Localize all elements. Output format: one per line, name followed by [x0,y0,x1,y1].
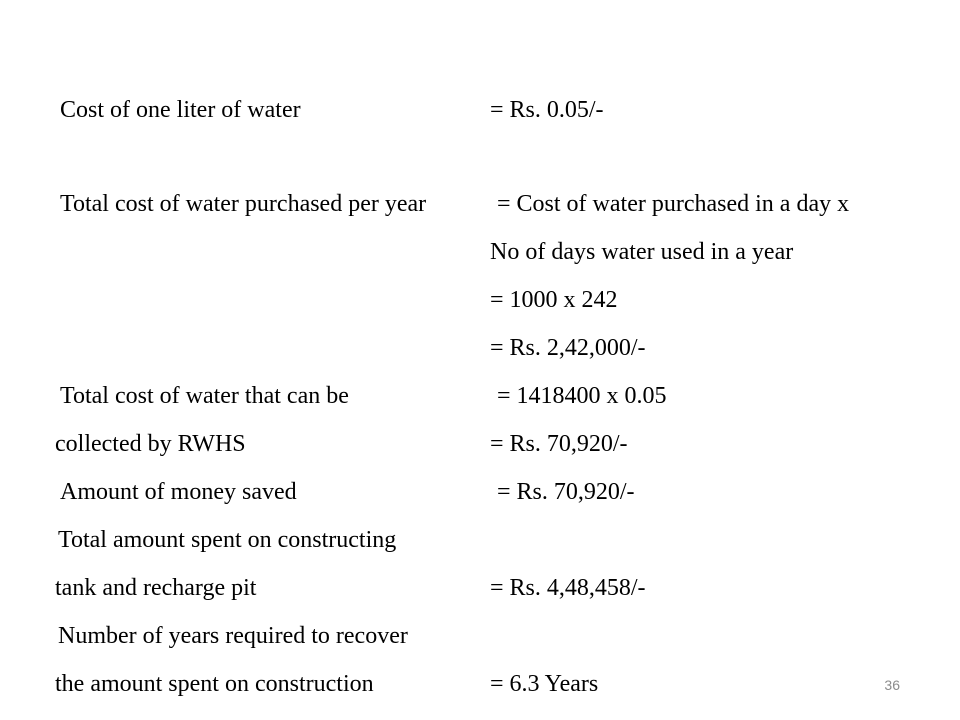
cost-per-liter-value: = Rs. 0.05/- [490,97,604,123]
construction-spent-value: = Rs. 4,48,458/- [490,575,646,601]
money-saved-label: Amount of money saved [60,479,297,505]
construction-spent-label-line-1: Total amount spent on constructing [58,527,397,553]
payback-years-label-line-2: the amount spent on construction [55,671,374,697]
page-number: 36 [884,677,900,693]
total-purchased-calculation: = 1000 x 242 [490,287,618,313]
total-purchased-formula-line-1: = Cost of water purchased in a day x [497,191,850,217]
total-purchased-formula-line-2: No of days water used in a year [490,239,794,265]
total-purchased-label: Total cost of water purchased per year [60,191,427,217]
collectable-cost-label-line-1: Total cost of water that can be [60,383,349,409]
payback-years-label-line-1: Number of years required to recover [58,623,408,649]
collectable-cost-result: = Rs. 70,920/- [490,431,628,457]
payback-years-value: = 6.3 Years [490,671,599,697]
collectable-cost-label-line-2: collected by RWHS [55,431,246,457]
collectable-cost-calculation: = 1418400 x 0.05 [497,383,667,409]
money-saved-value: = Rs. 70,920/- [497,479,635,505]
construction-spent-label-line-2: tank and recharge pit [55,575,257,601]
cost-per-liter-label: Cost of one liter of water [60,97,301,123]
total-purchased-result: = Rs. 2,42,000/- [490,335,646,361]
